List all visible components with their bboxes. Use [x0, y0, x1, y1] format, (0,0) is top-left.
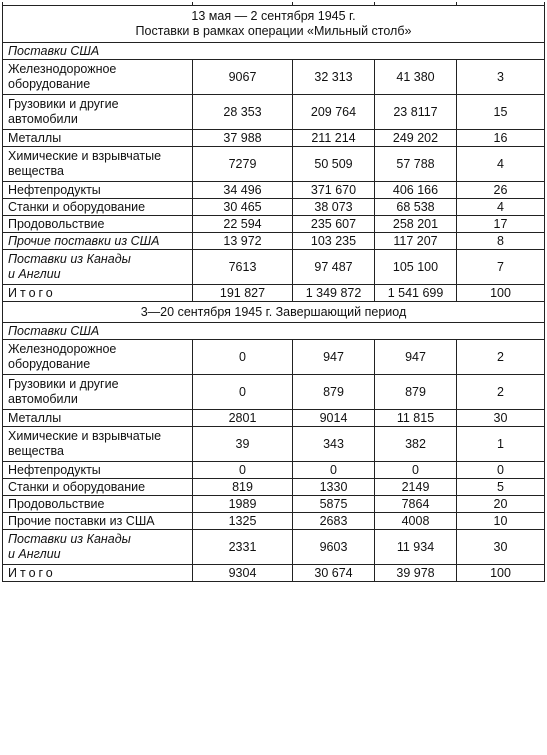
- value-cell: 209 764: [293, 95, 375, 130]
- table-row: [3, 95, 545, 130]
- value-cell: 1 349 872: [293, 285, 375, 302]
- row-label: [3, 216, 193, 233]
- value-cell: 9304: [193, 565, 293, 582]
- row-label-line: Химические и взрывчатые: [8, 429, 162, 443]
- value-cell: 1989: [193, 496, 293, 513]
- row-label: [3, 479, 193, 496]
- row-label-line: автомобили: [8, 392, 78, 406]
- row-label: [3, 530, 193, 565]
- table-row: [3, 250, 545, 285]
- value-cell: 68 538: [375, 199, 457, 216]
- value-cell: 7613: [193, 250, 293, 285]
- row-label-line: Поставки из Канады: [8, 252, 131, 266]
- value-cell: 2801: [193, 410, 293, 427]
- value-cell: 249 202: [375, 130, 457, 147]
- row-label: [3, 496, 193, 513]
- row-label-line: Продовольствие: [8, 496, 105, 511]
- row-label-line: оборудование: [8, 77, 91, 91]
- table-row: [3, 479, 545, 496]
- value-cell: 406 166: [375, 182, 457, 199]
- value-cell: 258 201: [375, 216, 457, 233]
- value-cell: 343: [293, 427, 375, 462]
- value-cell: 9014: [293, 410, 375, 427]
- value-cell: 211 214: [293, 130, 375, 147]
- value-cell: 39 978: [375, 565, 457, 582]
- value-cell: 57 788: [375, 147, 457, 182]
- value-cell: 20: [457, 496, 545, 513]
- row-label: [3, 233, 193, 250]
- row-label-line: Нефтепродукты: [8, 182, 101, 197]
- row-label: [3, 565, 193, 582]
- table-row: [3, 199, 545, 216]
- row-label-line: Железнодорожное: [8, 342, 117, 356]
- row-label-line: Итого: [8, 565, 56, 580]
- value-cell: 50 509: [293, 147, 375, 182]
- row-label-line: Грузовики и другие: [8, 377, 119, 391]
- value-cell: 4: [457, 199, 545, 216]
- table-row: [3, 462, 545, 479]
- section-heading: [3, 6, 545, 43]
- value-cell: 26: [457, 182, 545, 199]
- row-label: [3, 60, 193, 95]
- value-cell: 371 670: [293, 182, 375, 199]
- value-cell: 30 465: [193, 199, 293, 216]
- value-cell: 1 541 699: [375, 285, 457, 302]
- value-cell: 37 988: [193, 130, 293, 147]
- row-label-line: Грузовики и другие: [8, 97, 119, 111]
- value-cell: 17: [457, 216, 545, 233]
- row-label-line: Химические и взрывчатые: [8, 149, 162, 163]
- row-label-line: Железнодорожное: [8, 62, 117, 76]
- section-heading-line: 13 мая — 2 сентября 1945 г.: [191, 9, 356, 23]
- value-cell: 11 934: [375, 530, 457, 565]
- total-row: [3, 565, 545, 582]
- value-cell: 382: [375, 427, 457, 462]
- value-cell: 30: [457, 530, 545, 565]
- value-cell: 117 207: [375, 233, 457, 250]
- table-row: [3, 147, 545, 182]
- row-label: [3, 375, 193, 410]
- value-cell: 0: [293, 462, 375, 479]
- row-label-line: Итого: [8, 285, 56, 300]
- row-label: [3, 147, 193, 182]
- value-cell: 2: [457, 340, 545, 375]
- table-row: [3, 182, 545, 199]
- row-label: [3, 199, 193, 216]
- row-label-line: вещества: [8, 444, 64, 458]
- section-heading-row: [3, 6, 545, 43]
- row-label-line: Металлы: [8, 130, 62, 145]
- value-cell: 28 353: [193, 95, 293, 130]
- value-cell: 235 607: [293, 216, 375, 233]
- value-cell: 15: [457, 95, 545, 130]
- value-cell: 100: [457, 565, 545, 582]
- value-cell: 7: [457, 250, 545, 285]
- row-label-line: Продовольствие: [8, 216, 105, 231]
- row-label: [3, 462, 193, 479]
- row-label: [3, 410, 193, 427]
- value-cell: 5: [457, 479, 545, 496]
- value-cell: 4: [457, 147, 545, 182]
- supplies-table: [2, 2, 545, 582]
- row-label-line: автомобили: [8, 112, 78, 126]
- value-cell: 879: [293, 375, 375, 410]
- row-label: [3, 95, 193, 130]
- section-heading-line: 3—20 сентября 1945 г. Завершающий период: [140, 304, 407, 319]
- value-cell: 5875: [293, 496, 375, 513]
- value-cell: 103 235: [293, 233, 375, 250]
- row-label-line: Нефтепродукты: [8, 462, 101, 477]
- value-cell: 30 674: [293, 565, 375, 582]
- value-cell: 38 073: [293, 199, 375, 216]
- value-cell: 2331: [193, 530, 293, 565]
- value-cell: 30: [457, 410, 545, 427]
- row-label: [3, 182, 193, 199]
- value-cell: 97 487: [293, 250, 375, 285]
- value-cell: 0: [457, 462, 545, 479]
- value-cell: 34 496: [193, 182, 293, 199]
- total-row: [3, 285, 545, 302]
- value-cell: 0: [193, 462, 293, 479]
- value-cell: 10: [457, 513, 545, 530]
- supplies-table-body: [3, 2, 545, 582]
- row-label-line: и Англии: [8, 267, 61, 281]
- section-heading: [3, 302, 545, 323]
- value-cell: 1330: [293, 479, 375, 496]
- value-cell: 32 313: [293, 60, 375, 95]
- row-label-line: вещества: [8, 164, 64, 178]
- value-cell: 3: [457, 60, 545, 95]
- row-label: [3, 427, 193, 462]
- row-label-line: и Англии: [8, 547, 61, 561]
- table-row: [3, 216, 545, 233]
- value-cell: 9603: [293, 530, 375, 565]
- value-cell: 9067: [193, 60, 293, 95]
- value-cell: 8: [457, 233, 545, 250]
- table-row: [3, 427, 545, 462]
- value-cell: 4008: [375, 513, 457, 530]
- value-cell: 819: [193, 479, 293, 496]
- row-label-line: оборудование: [8, 357, 91, 371]
- value-cell: 16: [457, 130, 545, 147]
- value-cell: 105 100: [375, 250, 457, 285]
- value-cell: 947: [375, 340, 457, 375]
- value-cell: 23 8117: [375, 95, 457, 130]
- table-row: [3, 530, 545, 565]
- section-heading-row: [3, 302, 545, 323]
- value-cell: 191 827: [193, 285, 293, 302]
- row-label-line: Станки и оборудование: [8, 199, 146, 214]
- value-cell: 1: [457, 427, 545, 462]
- value-cell: 2683: [293, 513, 375, 530]
- value-cell: 0: [375, 462, 457, 479]
- value-cell: 7864: [375, 496, 457, 513]
- value-cell: 0: [193, 340, 293, 375]
- value-cell: 39: [193, 427, 293, 462]
- table-row: [3, 496, 545, 513]
- value-cell: 2: [457, 375, 545, 410]
- value-cell: 7279: [193, 147, 293, 182]
- row-label: [3, 513, 193, 530]
- table-row: [3, 60, 545, 95]
- value-cell: 22 594: [193, 216, 293, 233]
- table-row: [3, 233, 545, 250]
- row-label: [3, 250, 193, 285]
- value-cell: 947: [293, 340, 375, 375]
- table-row: [3, 513, 545, 530]
- table-row: [3, 375, 545, 410]
- subheading: Поставки США: [3, 323, 545, 340]
- table-row: [3, 410, 545, 427]
- value-cell: 11 815: [375, 410, 457, 427]
- value-cell: 41 380: [375, 60, 457, 95]
- row-label-line: Поставки из Канады: [8, 532, 131, 546]
- value-cell: 0: [193, 375, 293, 410]
- value-cell: 879: [375, 375, 457, 410]
- row-label: [3, 130, 193, 147]
- row-label: [3, 285, 193, 302]
- row-label-line: Металлы: [8, 410, 62, 425]
- row-label-line: Прочие поставки из США: [8, 513, 155, 528]
- subheading: Поставки США: [3, 43, 545, 60]
- value-cell: 2149: [375, 479, 457, 496]
- section-heading-line: Поставки в рамках операции «Мильный столб»: [135, 24, 412, 38]
- table-row: [3, 340, 545, 375]
- value-cell: 1325: [193, 513, 293, 530]
- subheading-row: [3, 323, 545, 340]
- value-cell: 13 972: [193, 233, 293, 250]
- row-label: [3, 340, 193, 375]
- value-cell: 100: [457, 285, 545, 302]
- table-row: [3, 130, 545, 147]
- row-label-line: Прочие поставки из США: [8, 233, 160, 248]
- subheading-row: [3, 43, 545, 60]
- row-label-line: Станки и оборудование: [8, 479, 146, 494]
